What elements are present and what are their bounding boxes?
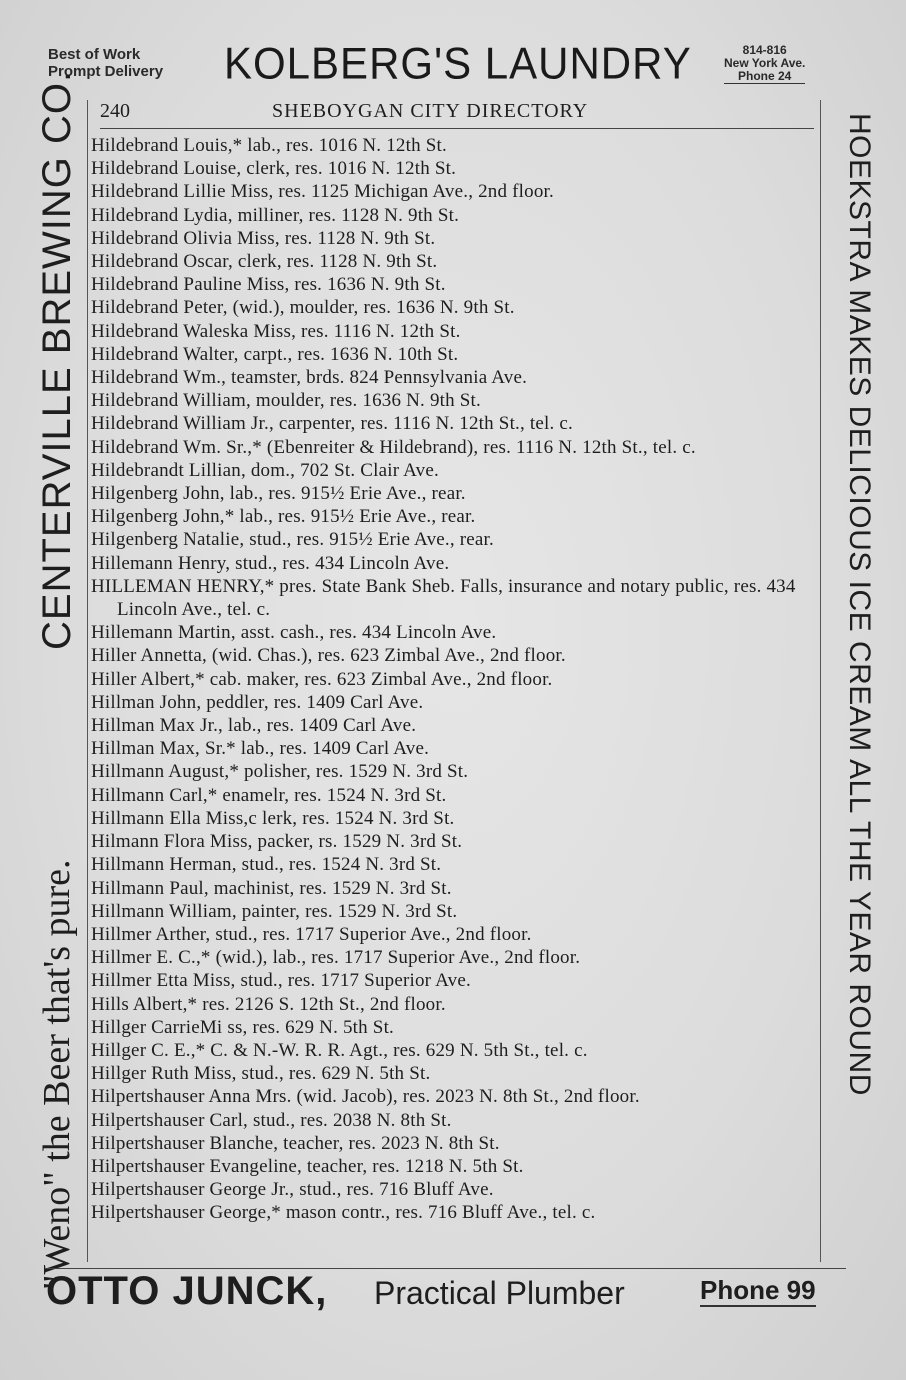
list-item: Hildebrand Lillie Miss, res. 1125 Michigan Ave., 2nd floor. <box>91 181 554 203</box>
list-item: Hildebrand Peter, (wid.), moulder, res. 1636 N. 9th St. <box>91 297 515 319</box>
ad-tagline-line2: Prompt Delivery <box>48 63 164 80</box>
plumber-advertisement <box>46 1268 846 1319</box>
list-item: Hillmann August,* polisher, res. 1529 N. 3rd St. <box>91 761 469 783</box>
laundry-phone: Phone 24 <box>724 70 805 84</box>
list-item: Hillemann Henry, stud., res. 434 Lincoln Ave. <box>91 552 450 574</box>
plumber-phone-text: Phone 99 <box>700 1275 816 1305</box>
list-item: Hillmann William, painter, res. 1529 N. 3rd St. <box>91 900 458 922</box>
ad-tagline-line1: Best of Work <box>48 46 141 63</box>
laundry-contact <box>724 44 805 84</box>
list-item: Hildebrand Oscar, clerk, res. 1128 N. 9th St. <box>91 251 438 273</box>
list-item: Hilpertshauser George,* mason contr., res. 716 Bluff Ave., tel. c. <box>91 1202 596 1224</box>
list-item: Hildebrand Walter, carpt., res. 1636 N. 10th St. <box>91 343 459 365</box>
list-item: Hildebrand Olivia Miss, res. 1128 N. 9th St. <box>91 227 436 249</box>
list-item: HILLEMAN HENRY,* pres. State Bank Sheb. Falls, insurance and notary public, res. 434 Lincoln Ave., tel. c. <box>91 575 796 621</box>
list-item: Hillmann Carl,* enamelr, res. 1524 N. 3rd St. <box>91 784 447 806</box>
ice-cream-text: HOEKSTRA MAKES DELICIOUS ICE CREAM ALL THE YEAR ROUND <box>843 113 876 1096</box>
list-item: Hildebrand Wm., teamster, brds. 824 Pennsylvania Ave. <box>91 367 528 389</box>
brewing-slogan: "Weno" the Beer that's pure. <box>36 859 78 1290</box>
list-item: Hildebrand Louise, clerk, res. 1016 N. 12th St. <box>91 158 457 180</box>
directory-entries <box>91 134 819 1225</box>
list-item: Hillmann Herman, stud., res. 1524 N. 3rd St. <box>91 854 442 876</box>
list-item: Hiller Annetta, (wid. Chas.), res. 623 Zimbal Ave., 2nd floor. <box>91 645 566 667</box>
plumber-name: OTTO JUNCK, <box>46 1269 328 1313</box>
list-item: Hiller Albert,* cab. maker, res. 623 Zimbal Ave., 2nd floor. <box>91 668 553 690</box>
list-item: Hilpertshauser Carl, stud., res. 2038 N. 8th St. <box>91 1109 452 1131</box>
list-item: Hildebrandt Lillian, dom., 702 St. Clair Ave. <box>91 459 439 481</box>
laundry-address-street: New York Ave. <box>724 56 806 70</box>
list-item: Hilgenberg Natalie, stud., res. 915½ Erie Ave., rear. <box>91 529 494 551</box>
left-divider <box>87 100 88 1262</box>
list-item: Hillger C. E.,* C. & N.-W. R. R. Agt., res. 629 N. 5th St., tel. c. <box>91 1039 588 1061</box>
list-item: Hillger Ruth Miss, stud., res. 629 N. 5th St. <box>91 1063 431 1085</box>
list-item: Hilmann Flora Miss, packer, rs. 1529 N. 3rd St. <box>91 831 463 853</box>
list-item: Hildebrand William, moulder, res. 1636 N. 9th St. <box>91 390 481 412</box>
right-divider <box>820 100 821 1262</box>
list-item: Hills Albert,* res. 2126 S. 12th St., 2nd floor. <box>91 993 446 1015</box>
list-item: Hilpertshauser George Jr., stud., res. 716 Bluff Ave. <box>91 1179 494 1201</box>
list-item: Hildebrand Pauline Miss, res. 1636 N. 9th St. <box>91 274 446 296</box>
list-item: Hillmann Paul, machinist, res. 1529 N. 3rd St. <box>91 877 452 899</box>
list-item: Hillman Max, Sr.* lab., res. 1409 Carl Ave. <box>91 738 430 760</box>
list-item: Hildebrand Wm. Sr.,* (Ebenreiter & Hildebrand), res. 1116 N. 12th St., tel. c. <box>91 436 696 458</box>
list-item: Hillman John, peddler, res. 1409 Carl Ave. <box>91 691 424 713</box>
list-item: Hillmer Etta Miss, stud., res. 1717 Superior Ave. <box>91 970 471 992</box>
laundry-advertisement <box>48 40 848 92</box>
plumber-phone <box>700 1275 816 1306</box>
list-item: Hildebrand William Jr., carpenter, res. 1116 N. 12th St., tel. c. <box>91 413 573 435</box>
list-item: Hillemann Martin, asst. cash., res. 434 Lincoln Ave. <box>91 622 497 644</box>
page-header <box>100 98 814 129</box>
list-item: Hilpertshauser Blanche, teacher, res. 2023 N. 8th St. <box>91 1132 500 1154</box>
list-item: Hillmann Ella Miss,c lerk, res. 1524 N. 3rd St. <box>91 807 455 829</box>
page-number: 240 <box>100 100 130 122</box>
list-item: Hilpertshauser Evangeline, teacher, res. 1218 N. 5th St. <box>91 1155 524 1177</box>
list-item: Hilpertshauser Anna Mrs. (wid. Jacob), res. 2023 N. 8th St., 2nd floor. <box>91 1086 640 1108</box>
list-item: Hillmer E. C.,* (wid.), lab., res. 1717 Superior Ave., 2nd floor. <box>91 947 581 969</box>
page-title: SHEBOYGAN CITY DIRECTORY <box>272 100 589 122</box>
list-item: Hildebrand Waleska Miss, res. 1116 N. 12th St. <box>91 320 461 342</box>
list-item: Hildebrand Lydia, milliner, res. 1128 N. 9th St. <box>91 204 460 226</box>
brewing-advertisement <box>35 69 85 1290</box>
laundry-address-number: 814-816 <box>742 43 787 57</box>
list-item: Hilgenberg John, lab., res. 915½ Erie Ave., rear. <box>91 483 466 505</box>
list-item: Hildebrand Louis,* lab., res. 1016 N. 12th St. <box>91 135 447 156</box>
plumber-description: Practical Plumber <box>374 1275 625 1311</box>
laundry-name: KOLBERG'S LAUNDRY <box>224 38 692 89</box>
list-item: Hillmer Arther, stud., res. 1717 Superior Ave., 2nd floor. <box>91 923 532 945</box>
list-item: Hilgenberg John,* lab., res. 915½ Erie Ave., rear. <box>91 506 476 528</box>
list-item: Hillman Max Jr., lab., res. 1409 Carl Ave. <box>91 715 417 737</box>
list-item: Hillger CarrieMi ss, res. 629 N. 5th St. <box>91 1016 395 1038</box>
brewing-company: CENTERVILLE BREWING CO. <box>35 69 79 650</box>
ice-cream-advertisement <box>832 113 876 1253</box>
